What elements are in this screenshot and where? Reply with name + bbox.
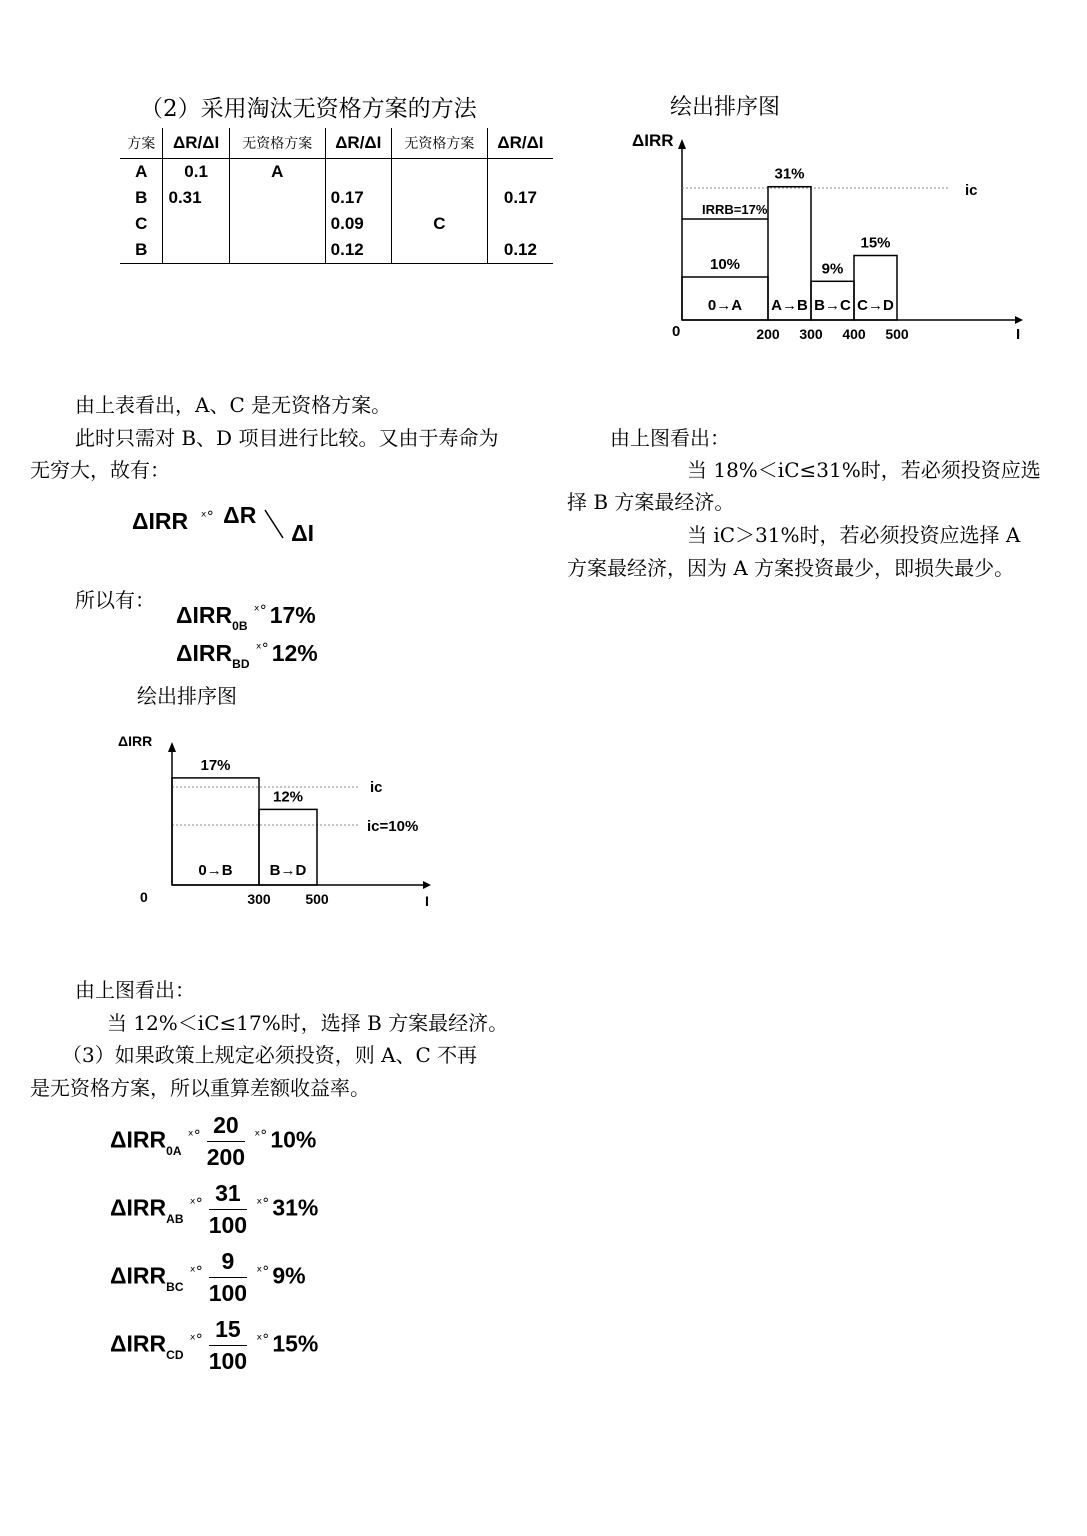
formula-ratio [132,502,315,552]
equals-symbol: ˣ° [256,1195,270,1212]
paragraph-line: 当 iC＞31%时，若必须投资应选择 A [687,523,1021,547]
formula-main: ΔIRR [176,640,233,666]
th-scheme: 方案 [127,136,156,152]
y-axis-label: ΔIRR [632,131,674,150]
ic-label: ic [370,779,383,796]
formula-value: 10% [270,1126,317,1153]
x-tick-label: 200 [756,326,780,342]
bar-category-label: 0→B [198,862,233,879]
table-cell [229,237,325,264]
table-cell [163,211,229,237]
formula-numerator: ΔR [223,502,257,529]
formula-irr-bd [176,640,318,671]
paragraph-line: 当 18%＜iC≤31%时，若必须投资应选 [687,458,1041,482]
formula-value: 17% [269,602,316,628]
table-cell [487,211,553,237]
paragraph-line: 无穷大，故有： [30,458,170,482]
table-cell: 0.31 [163,185,229,211]
y-axis-arrow [168,742,176,752]
formula-denominator: ΔI [291,520,315,547]
so-label: 所以有： [75,588,155,612]
paragraph-line: 当 12%＜iC≤17%时，选择 B 方案最经济。 [107,1011,509,1035]
formula-subscript: BD [232,657,250,671]
equals-symbol: ˣ° [256,1263,270,1280]
table-cell: C [391,211,487,237]
ic10-label: ic=10% [367,818,419,835]
fraction [209,1180,247,1239]
bar-value-label: 12% [272,788,304,806]
formula-value: 12% [271,640,318,666]
th-ratio: ΔR/ΔI [487,128,553,159]
equals-symbol: ˣ° [189,1195,203,1212]
ic-label: ic [965,182,978,199]
section-title: （2）采用淘汰无资格方案的方法 [140,96,477,122]
bar-category-label: A→B [771,297,808,314]
fraction-numerator: 9 [209,1248,247,1278]
table-row [120,211,553,237]
formula-value: 9% [272,1262,306,1289]
origin-label: 0 [140,889,148,905]
fraction [209,1316,247,1375]
x-tick-label: 300 [247,891,271,907]
x-tick-label: 500 [885,326,909,342]
fraction-numerator: 31 [209,1180,247,1210]
x-axis-label: I [1016,326,1021,343]
paragraph-line: 由上图看出： [610,426,730,450]
fraction-denominator: 100 [208,1348,248,1374]
formula-irr-ab [110,1180,318,1239]
paragraph-line: （3）如果政策上规定必须投资，则 A、C 不再 [62,1043,478,1067]
fraction [207,1112,245,1171]
x-axis-arrow [423,881,431,889]
bar-value-label: 31% [774,165,805,183]
irr-ranking-chart-bottom [110,730,440,915]
irr-b-label: IRRB=17% [702,202,768,217]
th-ratio: ΔR/ΔI [163,128,229,159]
table-cell: 0.1 [163,159,229,186]
table-cell: A [135,162,148,181]
paragraph-line: 方案最经济，因为 A 方案投资最少，即损失最少。 [567,556,1015,580]
bar-category-label: 0→A [707,297,743,314]
formula-subscript: CD [166,1347,184,1362]
equals-symbol: ˣ° [254,1127,268,1144]
y-axis-arrow [678,139,686,149]
fraction-numerator: 20 [207,1112,245,1142]
formula-irr-0b [176,602,316,633]
equals-symbol: ˣ° [253,603,267,619]
formula-main: ΔIRR [110,1330,167,1357]
x-axis-arrow [1015,316,1023,324]
chart-caption-top: 绘出排序图 [670,95,781,120]
irr-ranking-chart-top [620,125,1040,355]
table-cell [391,159,487,186]
equals-symbol: ˣ° [200,509,214,526]
table-cell [229,211,325,237]
formula-subscript: 0B [232,619,248,633]
table-cell [391,185,487,211]
x-tick-label: 300 [799,326,823,342]
paragraph-line: 由上表看出，A、C 是无资格方案。 [75,393,392,417]
bar-category-label: B→C [814,297,851,314]
formula-subscript: AB [166,1211,184,1226]
formula-subscript: BC [166,1279,184,1294]
table-cell [391,237,487,264]
origin-label: 0 [672,323,681,340]
table-row [120,185,553,211]
table-cell: 0.17 [325,185,391,211]
fraction-denominator: 100 [208,1212,248,1238]
fraction [209,1248,247,1307]
formula-main: ΔIRR [176,602,233,628]
chart-caption-bottom: 绘出排序图 [137,684,237,708]
table-cell [229,185,325,211]
bar-value-label: 10% [709,256,741,273]
options-table [120,128,553,264]
fraction-numerator: 15 [209,1316,247,1346]
table-cell: 0.09 [325,211,391,237]
bar-value-label: 17% [200,756,231,774]
bar-value-label: 9% [821,260,844,278]
equals-symbol: ˣ° [255,641,269,657]
x-tick-label: 400 [842,326,866,342]
formula-lhs: ΔIRR [132,508,189,535]
formula-value: 15% [272,1330,319,1357]
paragraph-line: 是无资格方案，所以重算差额收益率。 [30,1076,370,1100]
table-cell [487,159,553,186]
fraction-denominator: 200 [206,1144,246,1170]
y-axis-label: ΔIRR [118,733,153,749]
paragraph-line: 此时只需对 B、D 项目进行比较。又由于寿命为 [75,426,499,450]
th-disqualified: 无资格方案 [229,128,325,159]
table-row [120,237,553,264]
formula-subscript: 0A [166,1143,182,1158]
fraction-slash [263,506,285,540]
table-cell: 0.17 [487,185,553,211]
formula-main: ΔIRR [110,1262,167,1289]
equals-symbol: ˣ° [187,1127,201,1144]
formula-irr-bc [110,1248,306,1307]
equals-symbol: ˣ° [256,1331,270,1348]
bar-category-label: C→D [857,297,894,314]
table-cell: 0.12 [487,237,553,264]
th-ratio: ΔR/ΔI [325,128,391,159]
table-cell: B [135,240,148,259]
formula-irr-cd [110,1316,318,1375]
th-disqualified: 无资格方案 [391,128,487,159]
table-cell [325,159,391,186]
x-axis-label: I [425,893,429,909]
fraction-denominator: 100 [208,1280,248,1306]
table-cell: B [135,188,148,207]
x-tick-label: 500 [305,891,329,907]
equals-symbol: ˣ° [189,1263,203,1280]
table-cell: A [229,159,325,186]
bar-category-label: B→D [269,862,307,879]
table-cell: 0.12 [325,237,391,264]
formula-main: ΔIRR [110,1194,167,1221]
table-row [120,159,553,186]
bar-value-label: 15% [860,234,891,252]
formula-irr-0a [110,1112,316,1171]
formula-value: 31% [272,1194,319,1221]
paragraph-line: 择 B 方案最经济。 [567,490,735,514]
equals-symbol: ˣ° [189,1331,203,1348]
table-cell: C [135,214,148,233]
paragraph-line: 由上图看出： [75,978,195,1002]
table-cell [163,237,229,264]
formula-main: ΔIRR [110,1126,167,1153]
